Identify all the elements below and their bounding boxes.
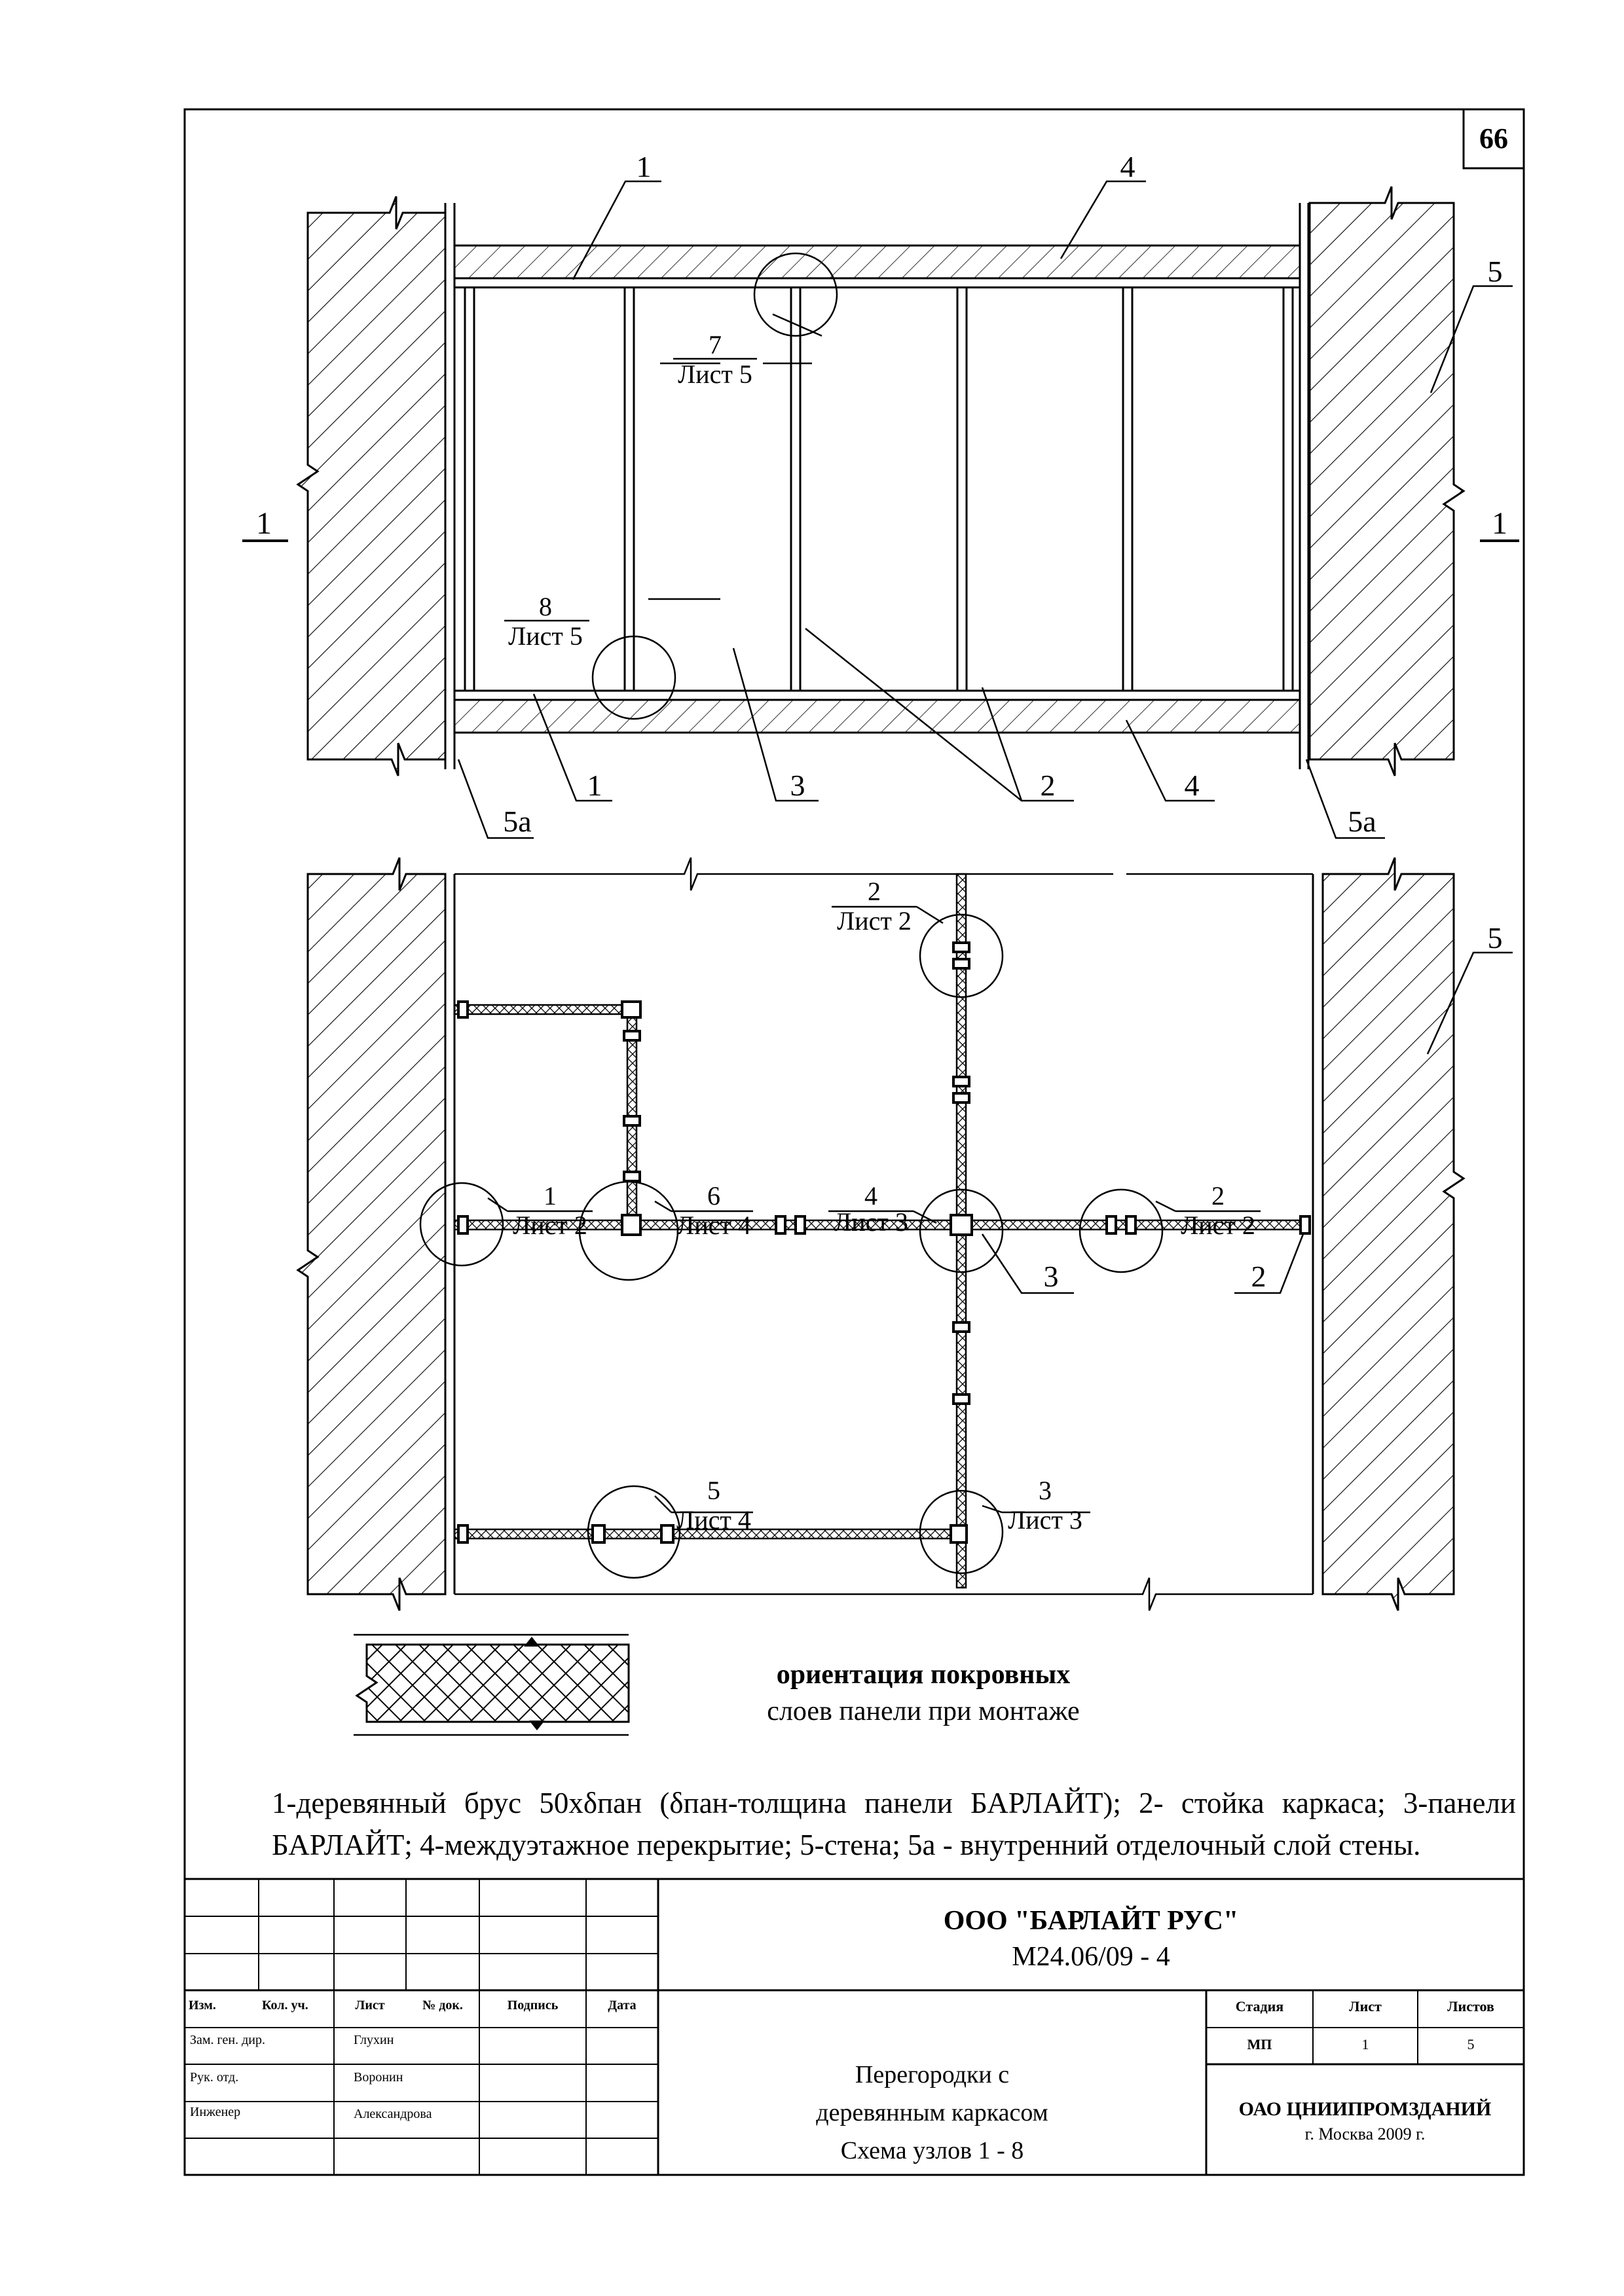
bottom-label-5-node-sheet: Лист 4 <box>676 1505 751 1535</box>
section-mark-left: 1 <box>256 506 272 541</box>
page-number: 66 <box>1479 122 1508 155</box>
tb-title-line-2: деревянным каркасом <box>816 2099 1048 2126</box>
top-label-7: 7 <box>709 330 722 359</box>
tb-sheets-header: Листов <box>1447 1998 1494 2014</box>
top-plan <box>242 150 1519 838</box>
right-wall-bottom <box>1323 858 1464 1611</box>
tb-name-1: Глухин <box>354 2033 394 2047</box>
bottom-slab <box>454 700 1300 733</box>
right-wall-top <box>1310 187 1464 776</box>
top-slab <box>454 246 1300 278</box>
top-label-8: 8 <box>539 592 552 621</box>
tb-sheets-value: 5 <box>1467 2036 1475 2052</box>
top-label-2: 2 <box>1040 769 1056 802</box>
top-label-5a-right: 5а <box>1348 805 1376 838</box>
tb-stage-header: Стадия <box>1235 1998 1284 2014</box>
section-mark-right: 1 <box>1492 506 1507 541</box>
connectors <box>458 943 1310 1542</box>
bottom-label-2-right: 2 <box>1211 1181 1225 1211</box>
tb-company: ООО "БАРЛАЙТ РУС" <box>943 1906 1239 1936</box>
tb-title <box>658 2056 1206 2170</box>
tb-header-date: Дата <box>608 1998 637 2013</box>
legend-notes: 1-деревянный брус 50хδпан (δпан-толщина панели БАРЛАЙТ); 2- стойка каркаса; 3-панели БАРЛАЙТ; 4-междуэтажное перекрытие; 5-стена; 5а - внутренний отделочный слой стены. <box>272 1787 1516 1861</box>
bottom-label-6: 6 <box>707 1181 720 1211</box>
bottom-label-2-top-sheet: Лист 2 <box>837 906 912 936</box>
top-label-5: 5 <box>1487 255 1503 288</box>
top-label-5a-left: 5а <box>503 805 532 838</box>
tb-org: ОАО ЦНИИПРОМЗДАНИЙ <box>1238 2098 1492 2120</box>
tb-header-rev: Изм. <box>189 1998 216 2013</box>
bottom-label-6-sheet: Лист 4 <box>676 1211 751 1240</box>
orientation-caption-line-2: слоев панели при монтаже <box>767 1696 1080 1726</box>
orientation-caption <box>655 1656 1192 1730</box>
bottom-label-3: 3 <box>1043 1260 1059 1293</box>
node-2-right-circle <box>1080 1190 1162 1272</box>
bottom-label-5-node: 5 <box>707 1476 720 1505</box>
bottom-label-5: 5 <box>1487 921 1503 955</box>
bottom-label-3-node-sheet: Лист 3 <box>1008 1505 1082 1535</box>
top-label-1a: 1 <box>636 150 652 183</box>
tb-sheet-header: Лист <box>1349 1998 1382 2014</box>
tb-stage-value: МП <box>1247 2036 1272 2052</box>
tb-city-year: г. Москва 2009 г. <box>1304 2124 1426 2143</box>
tb-header-qty: Кол. уч. <box>262 1998 308 2013</box>
top-label-4a: 4 <box>1120 150 1135 183</box>
bottom-label-2-wall: 2 <box>1251 1260 1266 1293</box>
panel-section <box>357 1645 629 1722</box>
top-label-7-sheet: Лист 5 <box>678 359 752 389</box>
tb-header-doc: № док. <box>422 1998 463 2013</box>
tb-sheet-value: 1 <box>1361 2036 1369 2052</box>
bottom-label-1: 1 <box>544 1181 557 1211</box>
tb-role-3: Инженер <box>190 2105 241 2119</box>
bottom-label-1-sheet: Лист 2 <box>513 1211 587 1240</box>
top-beam <box>454 278 1300 287</box>
orientation-caption-line-1: ориентация покровных <box>776 1660 1071 1690</box>
tb-header-sheet: Лист <box>355 1998 385 2013</box>
tb-role-2: Рук. отд. <box>190 2070 239 2085</box>
bottom-label-3-node: 3 <box>1039 1476 1052 1505</box>
tb-name-2: Воронин <box>354 2070 403 2085</box>
left-wall-bottom <box>298 858 445 1611</box>
tb-title-line-3: Схема узлов 1 - 8 <box>840 2137 1024 2164</box>
bottom-label-4: 4 <box>864 1181 877 1211</box>
left-wall-top <box>298 196 445 776</box>
tb-title-line-1: Перегородки с <box>855 2061 1010 2088</box>
top-label-4b: 4 <box>1184 769 1200 802</box>
frame-studs <box>465 287 1293 691</box>
bottom-label-2-top: 2 <box>868 877 881 906</box>
orientation-detail <box>354 1635 629 1735</box>
tb-name-3: Александрова <box>354 2107 432 2121</box>
top-label-1b: 1 <box>587 769 602 802</box>
bottom-label-2-right-sheet: Лист 2 <box>1181 1211 1255 1240</box>
tb-role-1: Зам. ген. дир. <box>190 2033 265 2047</box>
bottom-beam <box>454 691 1300 700</box>
bottom-plan <box>298 858 1513 1611</box>
top-label-8-sheet: Лист 5 <box>508 621 583 651</box>
tb-doc-code: М24.06/09 - 4 <box>1012 1942 1170 1972</box>
top-label-3: 3 <box>790 769 805 802</box>
bottom-label-4-sheet: Лист 3 <box>834 1207 908 1237</box>
tb-header-signature: Подпись <box>507 1998 559 2013</box>
